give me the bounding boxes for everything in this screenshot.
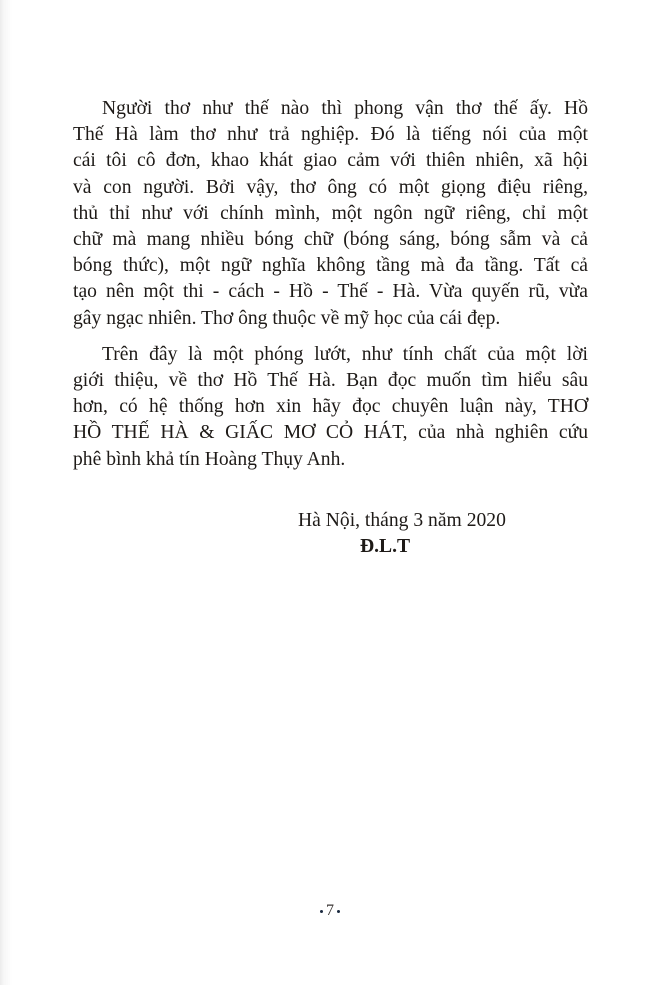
text-line: bóng thức), một ngữ nghĩa không tầng mà đa tầng. Tất cả: [73, 255, 588, 277]
text-line: HỒ THẾ HÀ & GIẤC MƠ CỎ HÁT, của nhà nghiên cứu: [73, 422, 588, 444]
page-number-value: 7: [326, 902, 334, 919]
text-line: và con người. Bởi vậy, thơ ông có một giọng điệu riêng,: [73, 176, 588, 198]
page-number-dot-left-icon: [320, 910, 323, 913]
paragraph-1: [73, 96, 588, 332]
page-number: [0, 902, 660, 920]
text-line: Người thơ như thế nào thì phong vận thơ thế ấy. Hồ: [102, 98, 588, 119]
text-line: cái tôi cô đơn, khao khát giao cảm với thiên nhiên, xã hội: [73, 150, 588, 172]
paragraph-2: [73, 342, 588, 473]
body-text: [73, 96, 588, 473]
text-line: phê bình khả tín Hoàng Thụy Anh.: [73, 448, 346, 470]
text-line: thủ thỉ như với chính mình, một ngôn ngữ riêng, chỉ một: [73, 202, 588, 224]
author-initials: Đ.L.T: [360, 536, 411, 558]
signature-block: [298, 508, 558, 560]
page-number-dot-right-icon: [337, 910, 340, 913]
place-date: Hà Nội, tháng 3 năm 2020: [298, 510, 506, 531]
text-line: chữ mà mang nhiều bóng chữ (bóng sáng, bóng sẫm và cả: [73, 229, 588, 251]
text-line: Trên đây là một phóng lướt, như tính chất của một lời: [102, 343, 588, 365]
text-line: tạo nên một thi - cách - Hồ - Thế - Hà. Vừa quyến rũ, vừa: [73, 281, 588, 303]
text-line: gây ngạc nhiên. Thơ ông thuộc về mỹ học của cái đẹp.: [73, 307, 501, 329]
text-line: giới thiệu, về thơ Hồ Thế Hà. Bạn đọc muốn tìm hiểu sâu: [73, 370, 588, 392]
text-line: Thế Hà làm thơ như trả nghiệp. Đó là tiếng nói của một: [73, 124, 588, 146]
text-line: hơn, có hệ thống hơn xin hãy đọc chuyên luận này, THƠ: [73, 396, 588, 418]
